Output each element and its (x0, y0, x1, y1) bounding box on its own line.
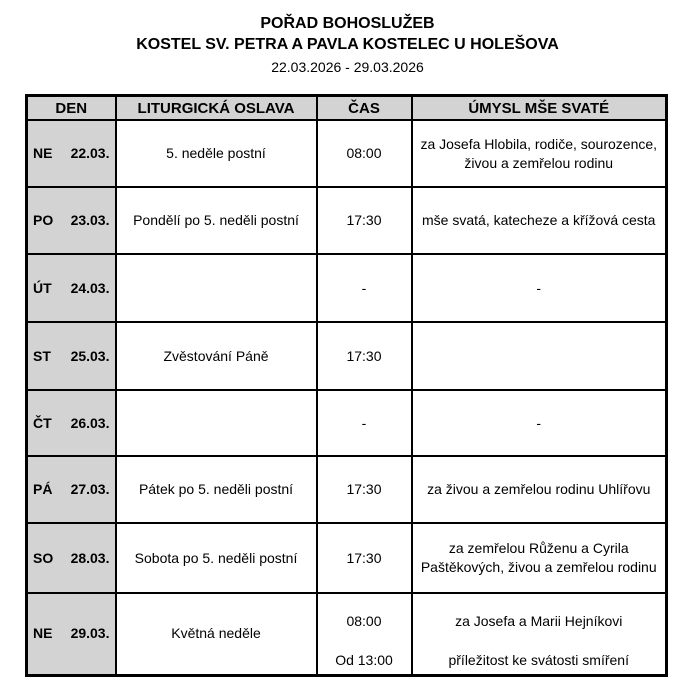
intention-cell: za zemřelou Růženu a Cyrila Paštěkových, živou a zemřelou rodinu (412, 523, 667, 593)
day-date: 23.03. (70, 212, 110, 228)
intention-secondary: příležitost ke svátosti smíření (448, 652, 629, 668)
time-cell: 17:30 (317, 523, 412, 593)
celebration-cell: Zvěstování Páně (116, 322, 317, 390)
schedule-row (27, 390, 667, 456)
time-cell: 08:00 (317, 120, 412, 187)
time-cell: 17:30 (317, 456, 412, 523)
day-cell (27, 593, 116, 675)
day-date: 22.03. (70, 145, 110, 161)
day-cell (27, 254, 116, 322)
day-cell (27, 456, 116, 523)
date-range: 22.03.2026 - 29.03.2026 (271, 59, 424, 75)
time-cell: - (317, 390, 412, 456)
header-row (27, 96, 667, 121)
schedule-row (27, 523, 667, 593)
schedule-row (27, 187, 667, 254)
day-wrap (33, 144, 110, 163)
time-secondary: Od 13:00 (335, 652, 393, 668)
day-date: 24.03. (70, 279, 110, 296)
intention-cell: za Josefa Hlobila, rodiče, sourozence, živou a zemřelou rodinu (412, 120, 667, 187)
day-wrap (33, 414, 110, 433)
schedule-row (27, 120, 667, 187)
day-wrap (33, 624, 110, 643)
schedule-row (27, 322, 667, 390)
time-stack (324, 612, 405, 670)
intention-cell (412, 593, 667, 675)
day-date: 29.03. (70, 625, 110, 642)
intention-cell (412, 322, 667, 390)
day-date: 27.03. (70, 481, 110, 497)
day-wrap (33, 279, 110, 298)
day-wrap (33, 480, 110, 499)
celebration-cell (116, 390, 317, 456)
day-cell (27, 322, 116, 390)
intention-cell: mše svatá, katecheze a křížová cesta (412, 187, 667, 254)
celebration-cell: Pondělí po 5. neděli postní (116, 187, 317, 254)
intention-cell: - (412, 390, 667, 456)
day-wrap (33, 347, 110, 366)
time-primary: 08:00 (346, 613, 382, 629)
header-cell-liturgicka-oslava: LITURGICKÁ OSLAVA (116, 96, 317, 121)
intention-cell: za živou a zemřelou rodinu Uhlířovu (412, 456, 667, 523)
document-subtitle: KOSTEL SV. PETRA A PAVLA KOSTELEC U HOLEŠOVA (136, 36, 559, 53)
day-wrap (33, 549, 110, 568)
day-cell (27, 523, 116, 593)
header-cell-umysl-mse-svate: ÚMYSL MŠE SVATÉ (412, 96, 667, 121)
celebration-cell (116, 254, 317, 322)
day-date: 25.03. (70, 347, 110, 364)
day-abbrev: NE (33, 625, 53, 642)
schedule-row (27, 593, 667, 675)
header-cell-den: DEN (27, 96, 116, 121)
celebration-cell: Sobota po 5. neděli postní (116, 523, 317, 593)
time-cell (317, 593, 412, 675)
day-abbrev: ÚT (33, 279, 52, 296)
intention-primary: za Josefa a Marii Hejníkovi (455, 613, 623, 629)
day-cell (27, 187, 116, 254)
day-date: 28.03. (70, 549, 110, 566)
time-cell: 17:30 (317, 322, 412, 390)
celebration-cell: Květná neděle (116, 593, 317, 675)
day-abbrev: SO (33, 549, 54, 566)
schedule-row (27, 254, 667, 322)
day-abbrev: NE (33, 145, 53, 161)
celebration-cell: 5. neděle postní (116, 120, 317, 187)
day-cell (27, 390, 116, 456)
schedule-table (25, 94, 668, 677)
day-abbrev: PO (33, 212, 54, 228)
document-title: POŘAD BOHOSLUŽEB (260, 15, 435, 32)
day-abbrev: PÁ (33, 481, 53, 497)
time-cell: 17:30 (317, 187, 412, 254)
intention-cell: - (412, 254, 667, 322)
day-abbrev: ČT (33, 414, 52, 431)
time-cell: - (317, 254, 412, 322)
celebration-cell: Pátek po 5. neděli postní (116, 456, 317, 523)
title-block (0, 0, 695, 77)
day-cell (27, 120, 116, 187)
day-wrap (33, 211, 110, 230)
header-cell-cas: ČAS (317, 96, 412, 121)
intention-stack (419, 612, 660, 670)
day-date: 26.03. (70, 414, 110, 431)
day-abbrev: ST (33, 347, 51, 364)
schedule-row (27, 456, 667, 523)
